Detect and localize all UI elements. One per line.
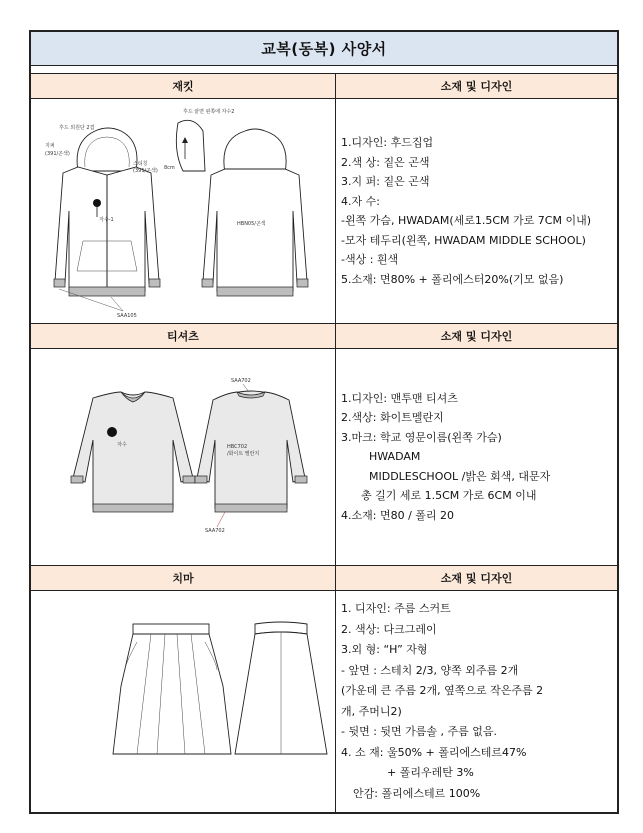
skirt-illustration-cell — [31, 591, 336, 812]
jacket-illustration-cell — [31, 99, 336, 323]
skirt-line-7: - 뒷면 : 뒷면 가름솔 , 주름 없음. — [341, 725, 498, 738]
jacket-line-4: 4.자 수: — [341, 194, 380, 208]
stitch-label: 스티칭 — [133, 161, 148, 167]
hoodie-front-drawing — [54, 128, 160, 296]
jacket-description — [336, 99, 617, 323]
tshirt-code-label: HBC702 — [227, 444, 248, 450]
jacket-line-8: 5.소재: 면80% + 폴리에스터20%(기모 없음) — [341, 272, 564, 286]
skirt-row — [31, 591, 617, 812]
jacket-section-title: 재킷 — [31, 74, 336, 98]
skirt-line-3: 3.외 형: “H” 자형 — [341, 643, 428, 656]
tshirt-front-drawing — [71, 392, 195, 512]
tshirt-code2-label: /화이트 멜란지 — [227, 451, 260, 457]
jacket-desc-header: 소재 및 디자인 — [440, 80, 513, 93]
jacket-row — [31, 99, 617, 324]
skirt-line-4: - 앞면 : 스테치 2/3, 양쪽 외주름 2개 — [341, 663, 519, 677]
spec-sheet — [29, 30, 619, 814]
jacket-line-3: 3.지 퍼: 짙은 곤색 — [341, 175, 430, 188]
skirt-illustration — [33, 594, 333, 809]
skirt-line-9: + 폴리우레탄 3% — [387, 766, 474, 779]
tshirt-line-6: 총 길기 세로 1.5CM 가로 6CM 이내 — [361, 489, 537, 503]
tshirt-line-2: 2.색상: 화이트멜란지 — [341, 411, 444, 425]
skirt-line-1: 1. 디자인: 주름 스커트 — [341, 602, 451, 615]
zipper-label: 지퍼 — [45, 143, 55, 149]
back-code-label: HBN05/곤색 — [237, 221, 266, 227]
tshirt-line-5: MIDDLESCHOOL /밝은 회색, 대문자 — [369, 469, 551, 483]
skirt-line-6: 개, 주머니2) — [341, 704, 402, 718]
tshirt-row — [31, 349, 617, 566]
tshirt-section-title: 티셔츠 — [31, 324, 336, 348]
tshirt-header-row — [31, 324, 617, 349]
skirt-front-drawing — [113, 624, 231, 754]
skirt-line-8: 4. 소 재: 울50% + 폴리에스테르47% — [341, 745, 527, 759]
height-label: 8cm — [164, 165, 175, 171]
hoodie-back-drawing — [202, 129, 308, 296]
tshirt-emb-label: 자수 — [117, 442, 127, 448]
skirt-back-drawing — [235, 622, 327, 754]
hood-side-drawing — [176, 120, 205, 171]
jacket-illustration — [33, 101, 333, 321]
jacket-line-2: 2.색 상: 짙은 곤색 — [341, 155, 430, 169]
tshirt-description — [336, 349, 617, 565]
embroidery-1-label: 자수-1 — [99, 217, 114, 223]
jacket-line-7: -색상 : 흰색 — [341, 253, 399, 266]
tshirt-line-7: 4.소재: 면80 / 폴리 20 — [341, 508, 455, 522]
zipper-color-label: (391/곤색) — [45, 151, 70, 157]
neck-code-label: SAA702 — [231, 378, 251, 384]
tshirt-illustration — [33, 352, 333, 562]
document-title: 교복(동복) 사양서 — [31, 32, 617, 66]
skirt-line-5: (가운데 큰 주름 2개, 옆쪽으로 작은주름 2 — [341, 684, 544, 697]
stitch-color-label: (391/곤색) — [133, 168, 158, 174]
hood-fold-label: 후드 외원단 2겹 — [59, 125, 95, 131]
skirt-desc-header: 소재 및 디자인 — [440, 572, 513, 585]
jacket-header-row — [31, 74, 617, 99]
skirt-line-10: 안감: 폴리에스테르 100% — [353, 786, 481, 800]
jacket-line-6: -모자 테두리(왼쪽, HWADAM MIDDLE SCHOOL) — [341, 233, 586, 247]
tshirt-line-3: 3.마크: 학교 영문이름(왼쪽 가슴) — [341, 430, 502, 444]
skirt-header-row — [31, 566, 617, 591]
tshirt-desc-header: 소재 및 디자인 — [440, 330, 513, 343]
jacket-line-1: 1.디자인: 후드집업 — [341, 136, 434, 149]
jacket-line-5: -왼쪽 가슴, HWADAM(세로1.5CM 가로 7CM 이내) — [341, 214, 591, 227]
hood-thread-label: 후드 끝면 왼쪽에 자수2 — [183, 109, 235, 115]
tshirt-line-1: 1.디자인: 맨투맨 티셔츠 — [341, 391, 458, 405]
tshirt-line-4: HWADAM — [369, 450, 421, 464]
tshirt-illustration-cell — [31, 349, 336, 565]
spacer-row — [31, 66, 617, 74]
rib-code-label: SAA105 — [117, 313, 137, 319]
skirt-line-2: 2. 색상: 다크그레이 — [341, 622, 437, 636]
skirt-section-title: 치마 — [31, 566, 336, 590]
tshirt-rib-label: SAA702 — [205, 528, 225, 534]
skirt-description — [336, 591, 617, 812]
